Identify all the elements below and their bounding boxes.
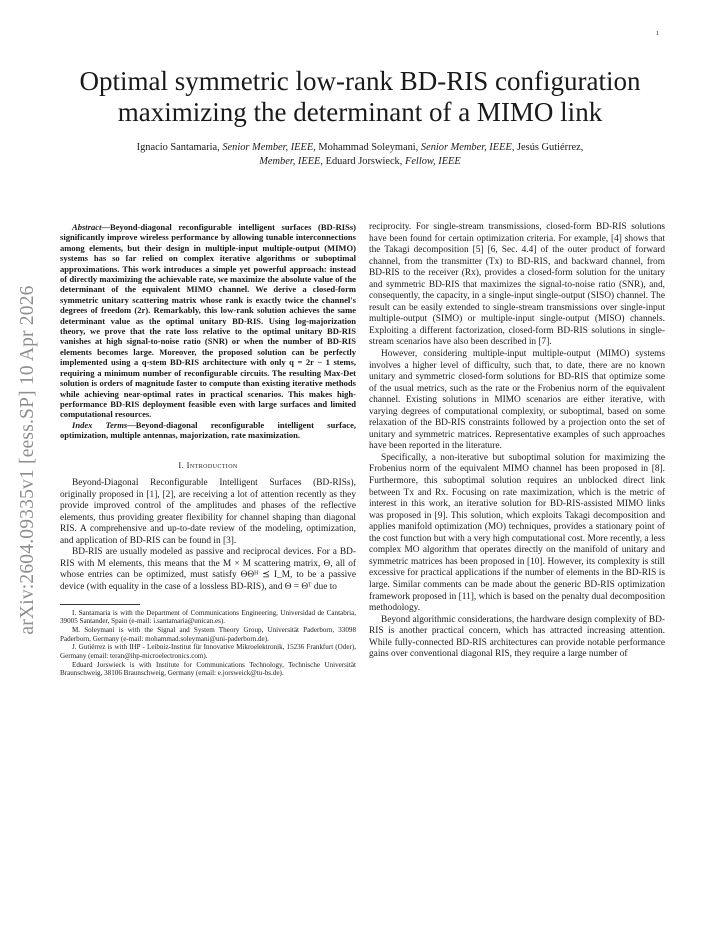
author-grade: Fellow, IEEE bbox=[404, 156, 461, 167]
author-grade: Senior Member, IEEE bbox=[222, 142, 314, 153]
section-heading-introduction: I. Introduction bbox=[178, 459, 238, 470]
footnote: J. Gutiérrez is with IHP - Leibniz-Institut für Innovative Mikroelektronik, 15236 Frankfurt (Oder), Germany (email: teran@ihp-microelectronics.com). bbox=[60, 643, 356, 661]
abstract bbox=[60, 222, 356, 420]
body-paragraph: reciprocity. For single-stream transmissions, closed-form BD-RIS solutions have been found for certain optimization criteria. For example, [4] shows that the Takagi decomposition [5] [6, Sec. 4.4] of the outer product of forward channel, from the transmitter (Tx) to BD-RIS, and backward channel, from BD-RIS to the receiver (Rx), provides a closed-form solution for the unitary and symmetric BD-RIS that maximizes the signal-to-noise ratio (SNR), and, consequently, the capacity, in a single-input single-output (SISO) channel. The result can be easily extended to single-stream transmissions over single-input multiple-output (SIMO) or multiple-input single-output (MISO) channels. Exploiting a different factorization, closed-form BD-RIS solutions in single-stream scenarios have also been described in [7]. bbox=[369, 222, 665, 348]
author-gutierrez: , Jesús Gutiérrez, bbox=[511, 142, 584, 153]
author-santamaria: Ignacio Santamaria, bbox=[136, 142, 220, 153]
right-column bbox=[369, 222, 665, 661]
abstract-text: —Beyond-diagonal reconfigurable intelligent surfaces (BD-RISs) significantly improve wireless performance by allowing tunable interconnections among elements, but their design in multiple-input multiple-output (MIMO) systems has so far relied on complex iterative algorithms or suboptimal approximations. This work introduces a simple yet powerful approach: instead of directly maximizing the achievable rate, we maximize the absolute value of the determinant of the equivalent MIMO channel. We derive a closed-form symmetric unitary scattering matrix whose rank is exactly twice the channel's degrees of freedom (2r). Remarkably, this low-rank solution achieves the same determinant value as the optimal unitary BD-RIS. Using log-majorization theory, we prove that the rate loss relative to the optimal unitary BD-RIS vanishes at high signal-to-noise ratio (SNR) or when the number of BD-RIS elements becomes large. Moreover, the proposed solution can be perfectly implemented using a q-stem BD-RIS architecture with only q = 2r − 1 stems, requiring a minimum number of reconfigurable circuits. The resulting Max-Det solution is orders of magnitude faster to compute than existing iterative methods while achieving near-optimal rates in practical scenarios. This makes high-performance BD-RIS deployment feasible even with large surfaces and limited computational resources. bbox=[60, 222, 356, 420]
author-jorswieck: , Eduard Jorswieck, bbox=[320, 156, 403, 167]
page-number: 1 bbox=[656, 31, 659, 37]
author-soleymani: , Mohammad Soleymani, bbox=[313, 142, 419, 153]
left-column bbox=[60, 222, 356, 678]
author-grade: Senior Member, IEEE bbox=[420, 142, 512, 153]
footnote: I. Santamaria is with the Department of Communications Engineering, Universidad de Cantabria, 39005 Santander, Spain (e-mail: i.santamaria@unican.es). bbox=[60, 608, 356, 626]
footnote-divider bbox=[60, 604, 140, 605]
body-paragraph: BD-RIS are usually modeled as passive and reciprocal devices. For a BD-RIS with M elements, this means that the M × M scattering matrix, Θ, all of whose entries can be optimized, must satisfy ΘΘᴴ ⪯ I_M, to be a passive device (with equality in the case of a lossless BD-RIS), and Θ = Θᵀ due to bbox=[60, 547, 356, 592]
index-terms bbox=[60, 420, 356, 441]
footnote: Eduard Jorswieck is with Institute for Communications Technology, Technische Universität Braunschweig, 38106 Braunschweig, Germany (email: e.jorsweick@tu-bs.de). bbox=[60, 660, 356, 678]
index-terms-text: —Beyond-diagonal reconfigurable intelligent surface, optimization, multiple antennas, majorization, rate maximization. bbox=[60, 419, 356, 441]
arxiv-identifier[interactable]: arXiv:2604.09335v1 [eess.SP] 10 Apr 2026 bbox=[17, 285, 38, 635]
body-paragraph: However, considering multiple-input multiple-output (MIMO) systems involves a higher level of difficulty, such that, to date, there are no known unitary and symmetric closed-form solutions for BD-RIS that optimize some of the usual metrics, such as the rate or the Frobenius norm of the equivalent channel. Existing solutions in MIMO scenarios are either iterative, with varying degrees of computational complexity, or suboptimal, based on some relaxation of the BD-RIS constraints followed by a projection onto the set of unitary and symmetric matrices. Representative examples of such approaches have been reported in the literature. bbox=[369, 349, 665, 452]
body-paragraph: Beyond-Diagonal Reconfigurable Intelligent Surfaces (BD-RISs), originally proposed in [1], [2], are receiving a lot of attention recently as they provide improved control of the amplitudes and phases of the reflective elements, thus providing greater flexibility for channel shaping than diagonal RIS. A comprehensive and up-to-date review of the modeling, optimization, and application of BD-RIS can be found in [3]. bbox=[60, 478, 356, 546]
index-terms-label: Index Terms bbox=[72, 419, 128, 430]
paper-title: Optimal symmetric low-rank BD-RIS configuration maximizing the determinant of a MIMO link bbox=[79, 66, 641, 127]
author-grade: Member, IEEE bbox=[259, 156, 321, 167]
footnote: M. Soleymani is with the Signal and System Theory Group, Universität Paderborn, 33098 Paderborn, Germany (e-mail: mohammad.soleymani@uni-paderborn.de). bbox=[60, 625, 356, 643]
body-paragraph: Beyond algorithmic considerations, the hardware design complexity of BD-RIS is another practical concern, which has attracted increasing attention. While fully-connected BD-RIS architectures can provide notable performance gains over conventional diagonal RIS, they require a large number of bbox=[369, 614, 665, 660]
body-paragraph: Specifically, a non-iterative but suboptimal solution for maximizing the Frobenius norm of the equivalent MIMO channel has been proposed in [8]. Furthermore, this suboptimal solution requires an unblocked direct link between Tx and Rx. Focusing on rate maximization, which is the metric of interest in this work, an iterative solution for BD-RIS-assisted MIMO links was proposed in [9]. This solution, which exploits Takagi decomposition and applies manifold optimization (MO) techniques, provides a stationary point of the cost function but with a very high computational cost. More recently, a less complex MO algorithm that operates directly on the manifold of unitary and symmetric matrices has been proposed in [10]. However, its complexity is still excessive for practical applications if the number of elements in the BD-RIS is large. Similar comments can be made about the generic BD-RIS optimization framework proposed in [11], which is based on the penalty dual decomposition methodology. bbox=[369, 452, 665, 614]
author-list bbox=[50, 141, 670, 169]
abstract-label: Abstract bbox=[72, 222, 102, 232]
